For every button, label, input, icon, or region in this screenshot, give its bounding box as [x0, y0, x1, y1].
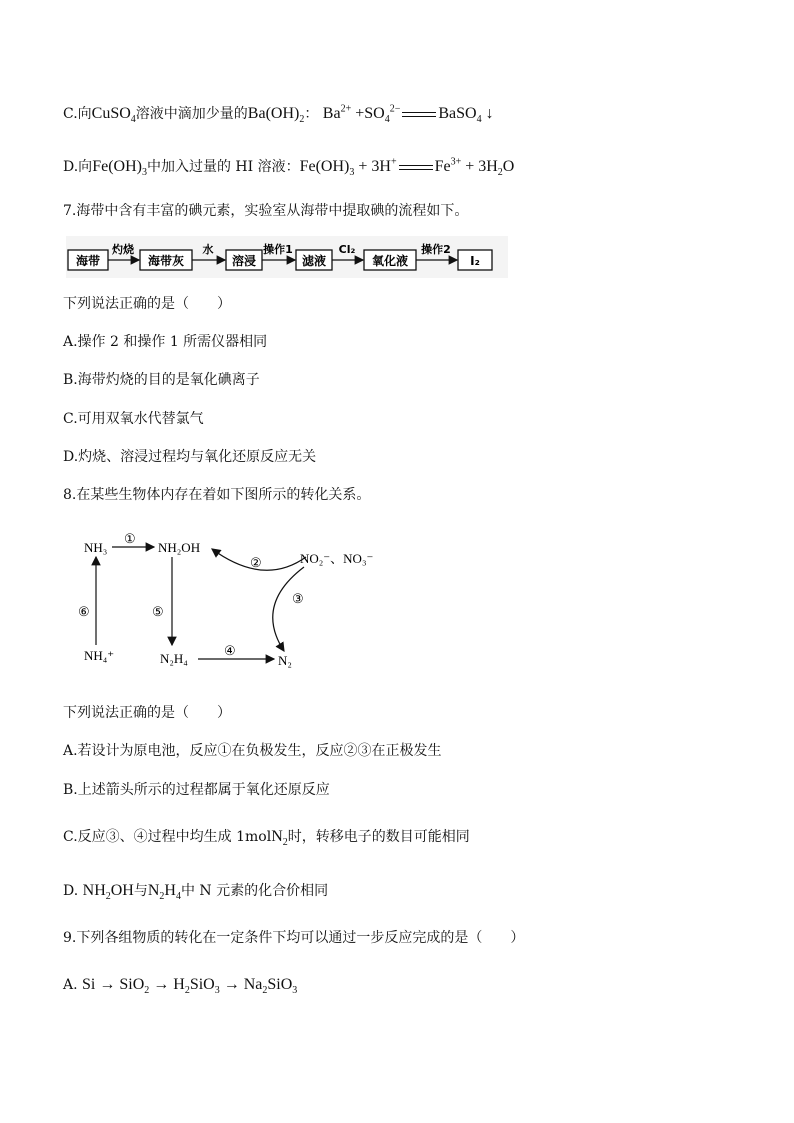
- q9-option-a: A. $Si \to SiO_2 \to H_2SiO_3 \to Na_2SiO_3$: [63, 976, 298, 997]
- node-n2: N₂: [278, 653, 292, 668]
- q8-option-d: D. $NH_2OH$与$N_2H_4$中 N 元素的化合价相同: [63, 882, 329, 903]
- flow-box-label: 海带: [75, 254, 101, 268]
- q7-option-c: C.可用双氧水代替氯气: [63, 411, 204, 427]
- flow-box-label: 滤液: [301, 254, 327, 268]
- node-nh4: NH₄⁺: [84, 648, 115, 663]
- node-n2h4: N₂H₄: [160, 651, 188, 666]
- label-2: ②: [250, 555, 262, 570]
- q7-option-b: B.海带灼烧的目的是氧化碘离子: [63, 372, 260, 388]
- flow-arrow-label: 灼烧: [112, 243, 134, 256]
- flow-arrow-label: Cl₂: [338, 243, 356, 256]
- node-no2-no3: NO₂⁻、NO₃⁻: [300, 551, 374, 566]
- formula: CuSO$_4$: [91, 105, 136, 126]
- q8-ask: 下列说法正确的是（ ）: [63, 705, 231, 721]
- q8-stem: 8.在某些生物体内存在着如下图所示的转化关系。: [63, 487, 371, 503]
- q8-option-a: A.若设计为原电池，反应①在负极发生，反应②③在正极发生: [63, 743, 442, 759]
- flow-box-label: I₂: [470, 254, 480, 268]
- node-nh3: NH₃: [84, 540, 108, 555]
- label-3: ③: [292, 591, 304, 606]
- flow-arrow-label: 操作1: [263, 243, 293, 256]
- q6-option-c: C.向CuSO$_4$溶液中滴加少量的$Ba(OH)_2$： $Ba^{2+} +SO_4^{2-}$ BaSO$_4$ ↓: [63, 103, 494, 126]
- formula: $N_2H_4$: [147, 882, 181, 903]
- formula: $N_2$: [271, 828, 288, 849]
- formula: $NH_2OH$: [82, 882, 134, 903]
- equation: $Ba^{2+} +SO_4^{2-}$ BaSO$_4$ ↓: [322, 103, 494, 126]
- q7-option-d: D.灼烧、溶浸过程均与氧化还原反应无关: [63, 449, 317, 465]
- q7-stem: 7.海带中含有丰富的碘元素，实验室从海带中提取碘的流程如下。: [63, 203, 469, 219]
- q6-option-d: D.向$Fe(OH)_3$中加入过量的 HI 溶液：$Fe(OH)_3 + 3H^+$ $Fe^{3+} + 3H_2O$: [63, 156, 515, 179]
- q7-option-a: A.操作 2 和操作 1 所需仪器相同: [63, 334, 268, 350]
- label-6: ⑥: [78, 604, 90, 619]
- q8-diagram: [74, 525, 374, 675]
- q7-flowchart: [66, 236, 508, 278]
- label-4: ④: [224, 643, 236, 658]
- flow-box-label: 溶浸: [231, 254, 257, 268]
- q9-stem: 9.下列各组物质的转化在一定条件下均可以通过一步反应完成的是（ ）: [63, 930, 525, 946]
- conversion-chain: $Si \to SiO_2 \to H_2SiO_3 \to Na_2SiO_3$: [82, 976, 298, 997]
- q8-option-b: B.上述箭头所示的过程都属于氧化还原反应: [63, 782, 330, 798]
- label-5: ⑤: [152, 604, 164, 619]
- flow-arrow-label: 操作2: [421, 243, 451, 256]
- formula: $Ba(OH)_2$: [247, 105, 305, 126]
- flow-box-label: 海带灰: [147, 254, 185, 268]
- q7-ask: 下列说法正确的是（ ）: [63, 296, 231, 312]
- label-1: ①: [124, 531, 136, 546]
- formula: $Fe(OH)_3$: [92, 158, 147, 179]
- arrow-3: [273, 567, 304, 651]
- equation: $Fe(OH)_3 + 3H^+$ $Fe^{3+} + 3H_2O$: [299, 156, 515, 179]
- q8-option-c: C.反应③、④过程中均生成 1molN$_2$时，转移电子的数目可能相同: [63, 828, 470, 849]
- flow-box-label: 氧化液: [371, 254, 409, 268]
- node-nh2oh: NH₂OH: [158, 540, 201, 555]
- flow-arrow-label: 水: [202, 243, 214, 256]
